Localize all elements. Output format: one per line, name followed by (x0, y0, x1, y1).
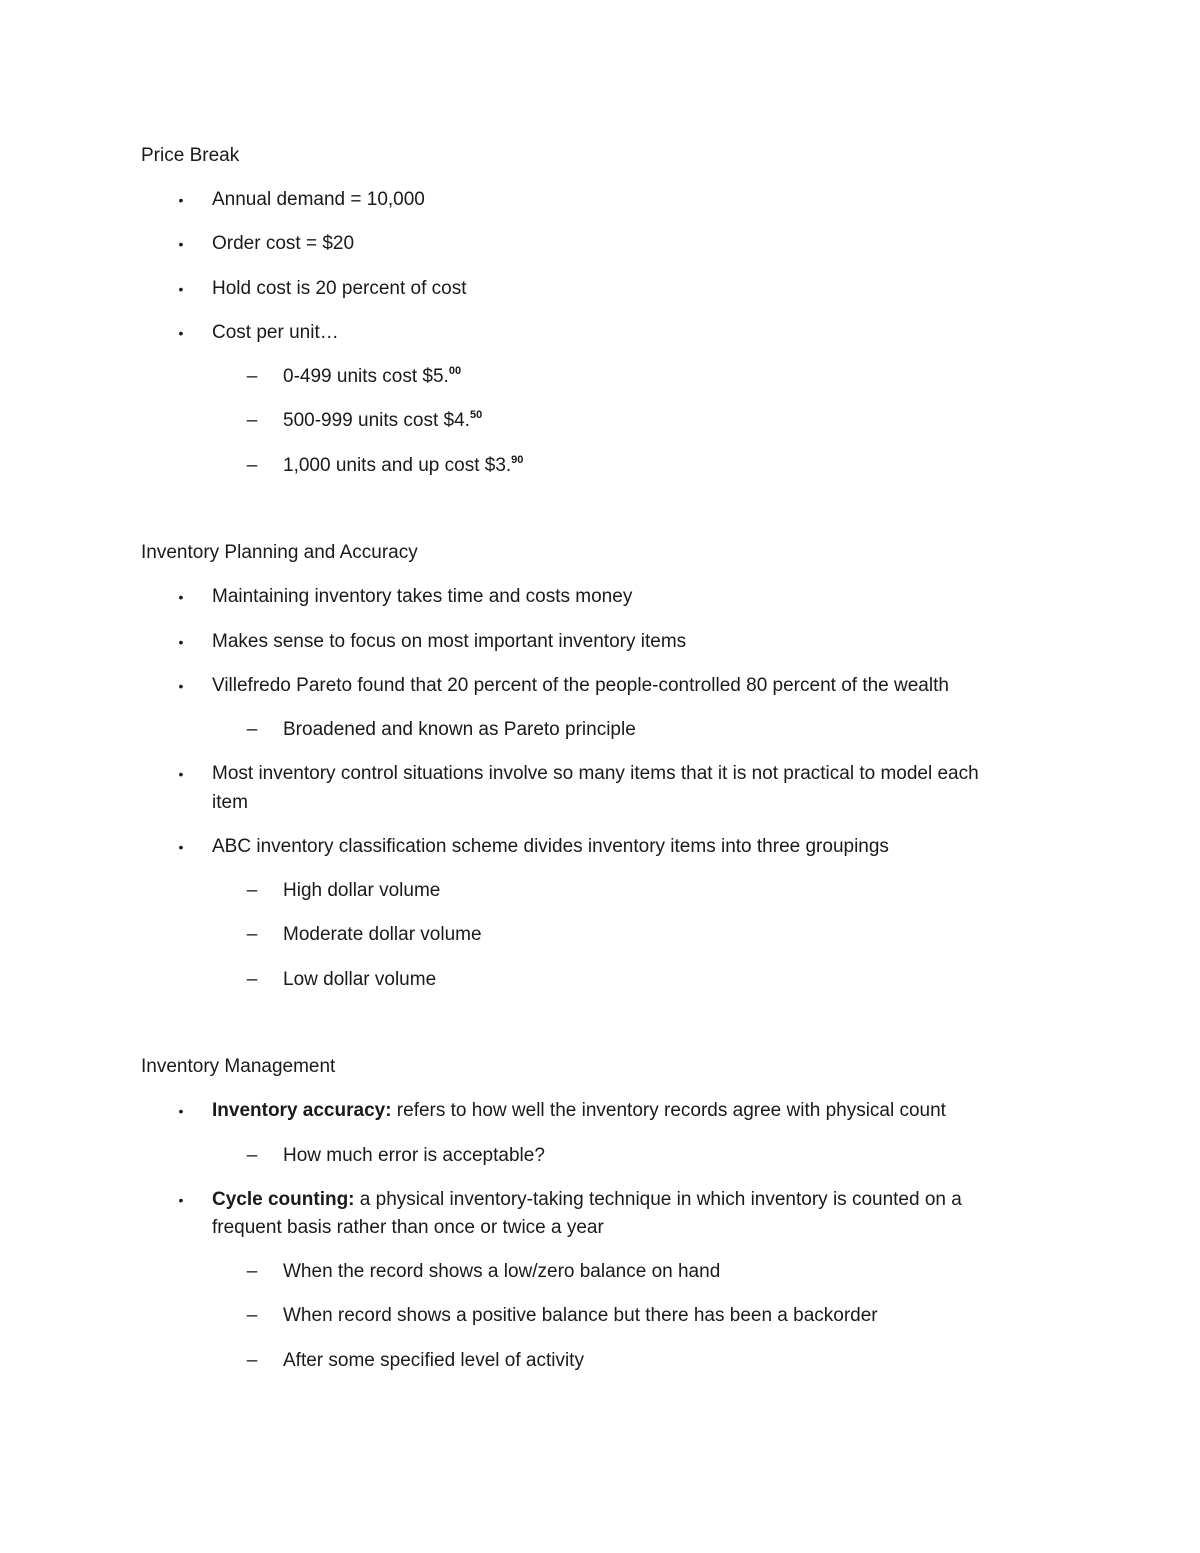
dash-icon: – (246, 1350, 258, 1371)
list-item-continuation: item (212, 792, 248, 813)
sub-list-item: How much error is acceptable? (283, 1145, 545, 1166)
dash-icon: – (246, 1305, 258, 1326)
definition-text: a physical inventory-taking technique in which inventory is counted on a (354, 1189, 962, 1210)
dash-icon: – (246, 719, 258, 740)
bullet-icon: • (178, 281, 184, 297)
list-item (212, 1188, 962, 1212)
list-item: Makes sense to focus on most important inventory items (212, 631, 687, 652)
bullet-icon: • (178, 634, 184, 650)
sub-list-item: When record shows a positive balance but there has been a backorder (283, 1305, 878, 1326)
bullet-icon: • (178, 236, 184, 252)
bullet-icon: • (178, 192, 184, 208)
bullet-icon: • (178, 325, 184, 341)
price-text: 500-999 units cost $4. (283, 410, 470, 431)
bullet-icon: • (178, 678, 184, 694)
bullet-icon: • (178, 1103, 184, 1119)
dash-icon: – (246, 1261, 258, 1282)
sub-list-item: High dollar volume (283, 880, 441, 901)
term-inventory-accuracy: Inventory accuracy: (212, 1100, 392, 1121)
list-item: Annual demand = 10,000 (212, 189, 425, 210)
section-title-inventory-planning: Inventory Planning and Accuracy (141, 542, 418, 563)
bullet-icon: • (178, 589, 184, 605)
list-item: Order cost = $20 (212, 233, 355, 254)
dash-icon: – (246, 969, 258, 990)
list-item: Cost per unit… (212, 322, 339, 343)
sub-list-item (283, 454, 523, 478)
price-cents: 90 (511, 453, 524, 466)
sub-list-item: Low dollar volume (283, 969, 437, 990)
list-item: Villefredo Pareto found that 20 percent of the people-controlled 80 percent of the wealth (212, 675, 949, 696)
price-text: 0-499 units cost $5. (283, 366, 449, 387)
sub-list-item: When the record shows a low/zero balance on hand (283, 1261, 721, 1282)
bullet-icon: • (178, 839, 184, 855)
bullet-icon: • (178, 766, 184, 782)
price-text: 1,000 units and up cost $3. (283, 455, 512, 476)
sub-list-item (283, 365, 461, 389)
section-title-inventory-management: Inventory Management (141, 1056, 336, 1077)
dash-icon: – (246, 366, 258, 387)
dash-icon: – (246, 1145, 258, 1166)
list-item: Most inventory control situations involve so many items that it is not practical to model each (212, 763, 979, 784)
list-item: Maintaining inventory takes time and costs money (212, 586, 633, 607)
dash-icon: – (246, 924, 258, 945)
dash-icon: – (246, 455, 258, 476)
list-item (212, 1099, 946, 1123)
dash-icon: – (246, 410, 258, 431)
bullet-icon: • (178, 1192, 184, 1208)
sub-list-item: Broadened and known as Pareto principle (283, 719, 636, 740)
price-cents: 00 (448, 364, 462, 377)
definition-text: refers to how well the inventory records agree with physical count (391, 1100, 946, 1121)
price-cents: 50 (469, 408, 483, 421)
sub-list-item: After some specified level of activity (283, 1350, 584, 1371)
dash-icon: – (246, 880, 258, 901)
sub-list-item: Moderate dollar volume (283, 924, 482, 945)
term-cycle-counting: Cycle counting: (212, 1189, 355, 1210)
section-title-price-break: Price Break (141, 145, 240, 166)
list-item: Hold cost is 20 percent of cost (212, 278, 467, 299)
list-item: ABC inventory classification scheme divides inventory items into three groupings (212, 836, 889, 857)
sub-list-item (283, 409, 482, 433)
list-item-continuation: frequent basis rather than once or twice a year (212, 1217, 604, 1238)
